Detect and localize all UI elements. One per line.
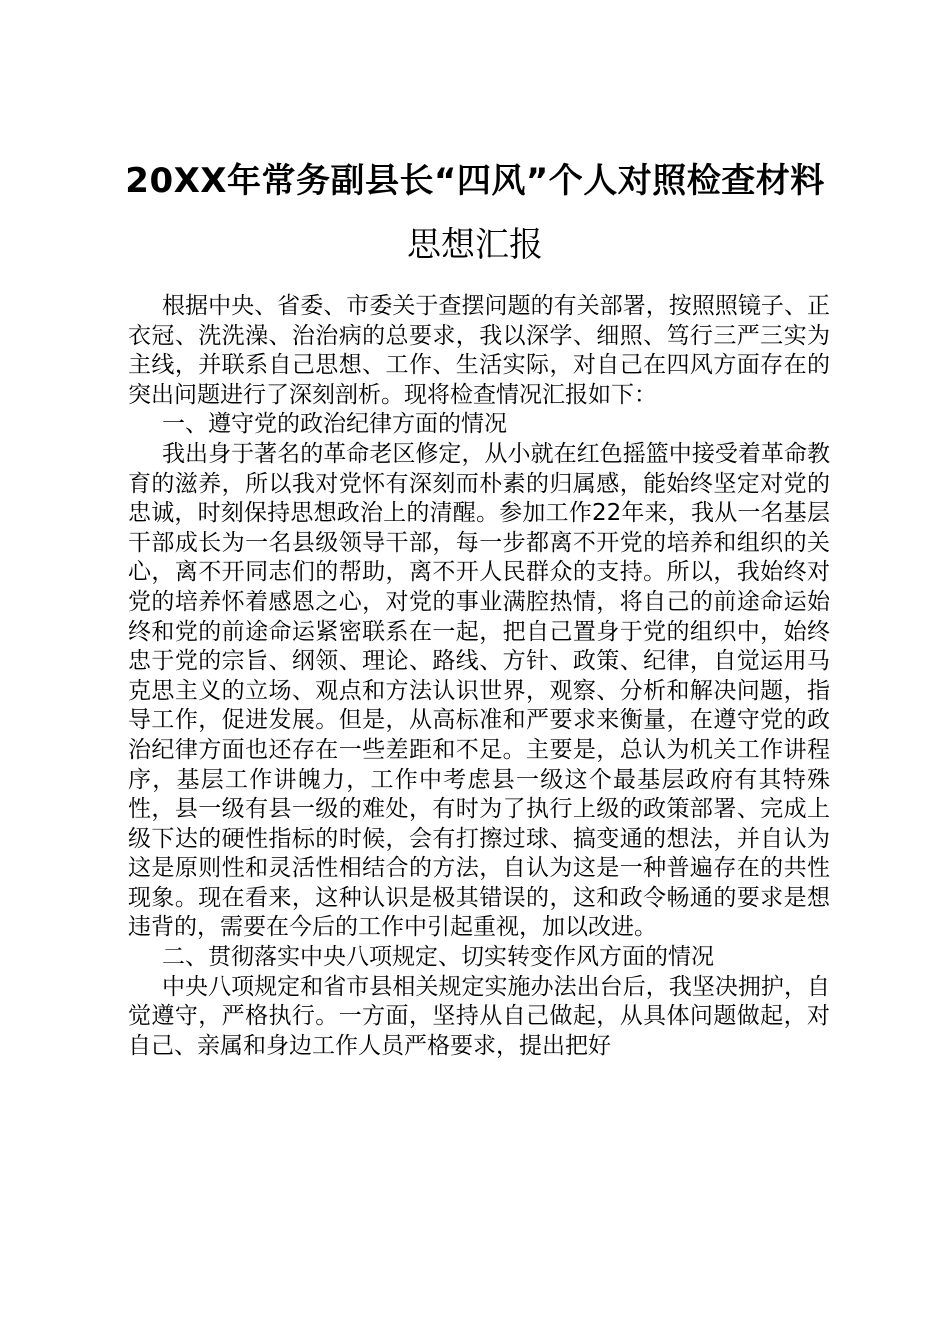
section-1-paragraph: 我出身于著名的革命老区修定，从小就在红色摇篮中接受着革命教育的滋养，所以我对党怀有深刻而朴素的归属感，能始终坚定对党的忠诚，时刻保持思想政治上的清醒。参加工作22年来，我从一名基层干部成长为一名县级领导干部，每一步都离不开党的培养和组织的关心，离不开同志们的帮助，离不开人民群众的支持。所以，我始终对党的培养怀着感恩之心，对党的事业满腔热情，将自己的前途命运始终和党的前途命运紧密联系在一起，把自己置身于党的组织中，始终忠于党的宗旨、纲领、理论、路线、方针、政策、纪律，自觉运用马克思主义的立场、观点和方法认识世界，观察、分析和解决问题，指导工作，促进发展。但是，从高标准和严要求来衡量，在遵守党的政治纪律方面也还存在一些差距和不足。主要是，总认为机关工作讲程序，基层工作讲魄力，工作中考虑县一级这个最基层政府有其特殊性，县一级有县一级的难处，有时为了执行上级的政策部署、完成上级下达的硬性指标的时候，会有打擦过球、搞变通的想法，并自认为这是原则性和灵活性相结合的方法，自认为这是一种普遍存在的共性现象。现在看来，这种认识是极其错误的，这和政令畅通的要求是想违背的，需要在今后的工作中引起重视，加以改进。 bbox=[128, 440, 830, 941]
document-body bbox=[128, 292, 830, 1061]
title-line-1: 20XX年常务副县长“四风”个人对照检查材料 bbox=[125, 161, 825, 201]
document-title bbox=[0, 152, 950, 274]
section-2-paragraph: 中央八项规定和省市县相关规定实施办法出台后，我坚决拥护，自觉遵守，严格执行。一方面，坚持从自己做起，从具体问题做起，对自己、亲属和身边工作人员严格要求，提出把好 bbox=[128, 973, 830, 1059]
intro-paragraph: 根据中央、省委、市委关于查摆问题的有关部署，按照照镜子、正衣冠、洗洗澡、治治病的总要求，我以深学、细照、笃行三严三实为主线，并联系自己思想、工作、生活实际，对自己在四风方面存在的突出问题进行了深刻剖析。现将检查情况汇报如下： bbox=[128, 293, 830, 408]
section-heading-2: 二、贯彻落实中央八项规定、切实转变作风方面的情况 bbox=[162, 944, 714, 971]
section-heading-1: 一、遵守党的政治纪律方面的情况 bbox=[162, 411, 507, 438]
title-line-2: 思想汇报 bbox=[407, 225, 543, 265]
